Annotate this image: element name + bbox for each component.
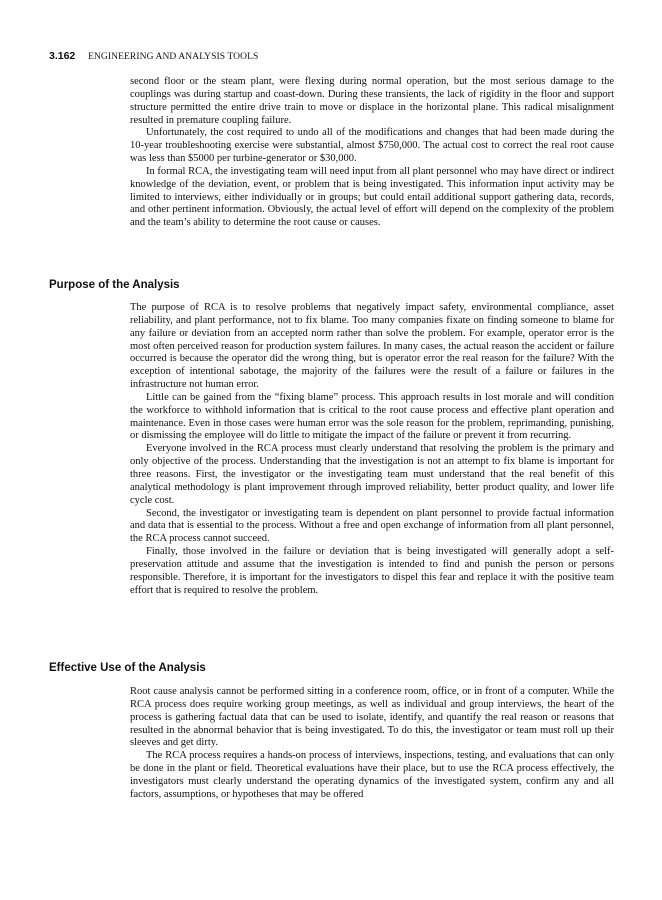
effective-use-text-block	[130, 686, 614, 802]
paragraph: second floor or the steam plant, were flexing during normal operation, but the most serious damage to the couplings was during startup and coast-down. During these transients, the lack of rigidity in the floor and support structure permitted the entire drive train to move or displace in the horizontal plane. This radical misalignment resulted in premature coupling failure.	[130, 76, 614, 126]
paragraph: The purpose of RCA is to resolve problems that negatively impact safety, environmental compliance, asset reliability, and plant performance, not to fix blame. Too many companies fixate on finding someone to blame for any failure or deviation from an accepted norm rather than solve the problem. For example, operator error is the most often perceived reason for production system failures. In many cases, the actual reason the accident or failure occurred is because the operator did the wrong thing, but is operator error the real reason for the failure? With the exception of intentional sabotage, the majority of the failures were the result of a failure or failures in the infrastructure not human error.	[130, 302, 614, 391]
section-heading-effective-use: Effective Use of the Analysis	[49, 662, 206, 674]
running-header	[49, 50, 258, 62]
section-heading-purpose: Purpose of the Analysis	[49, 279, 180, 291]
paragraph: Root cause analysis cannot be performed sitting in a conference room, office, or in front of a computer. While the RCA process does require working group meetings, as well as individual and group interviews, the heart of the process is gathering factual data that can be used to isolate, identify, and quantify the real reason or reasons that resulted in the abnormal behavior that is being investigated. To do this, the investigator or team must roll up their sleeves and get dirty.	[130, 686, 614, 749]
paragraph: Little can be gained from the “fixing blame” process. This approach results in lost morale and will condition the workforce to withhold information that is critical to the root cause process and effective plant operation and maintenance. Even in those cases were human error was the sole reason for the problem, reprimanding, punishing, or dismissing the employee will do little to mitigate the impact of the failure or prevent it from recurring.	[130, 391, 614, 442]
intro-text-block	[130, 76, 614, 230]
paragraph: The RCA process requires a hands-on process of interviews, inspections, testing, and evaluations that can only be done in the plant or field. Theoretical evaluations have their place, but to use the RCA process effectively, the investigators must clearly understand the operating dynamics of the investigated system, confirm any and all factors, assumptions, or hypotheses that may be offered	[130, 750, 614, 800]
running-title: ENGINEERING AND ANALYSIS TOOLS	[88, 52, 259, 62]
paragraph: Second, the investigator or investigating team is dependent on plant personnel to provide factual information and data that is essential to the process. Without a free and open exchange of information from all plant personnel, the RCA process cannot succeed.	[130, 507, 614, 545]
paragraph: Unfortunately, the cost required to undo all of the modifications and changes that had been made during the 10-year troubleshooting exercise were substantial, almost $750,000. The actual cost to correct the real root cause was less than $5000 per turbine-generator or $30,000.	[130, 127, 614, 165]
page-number: 3.162	[49, 50, 76, 62]
purpose-text-block	[130, 302, 614, 597]
paragraph: Everyone involved in the RCA process must clearly understand that resolving the problem is the primary and only objective of the process. Understanding that the investigation is not an attempt to fix blame is important for three reasons. First, the investigator or the investigating team must understand that the real benefit of this analytical methodology is plant improvement through improved reliability, better product quality, and lower life cycle cost.	[130, 443, 614, 506]
paragraph: Finally, those involved in the failure or deviation that is being investigated will generally adopt a self-preservation attitude and assume that the investigation is intended to find and punish the person or persons responsible. Therefore, it is important for the investigators to dispel this fear and replace it with the positive team effort that is required to resolve the problem.	[130, 546, 614, 596]
paragraph: In formal RCA, the investigating team will need input from all plant personnel who may have direct or indirect knowledge of the deviation, event, or problem that is being investigated. This information input activity may be limited to interviews, either individually or in groups; but could entail additional support gathering data, records, and other pertinent information. Obviously, the actual level of effort will depend on the complexity of the problem and the team’s ability to determine the root cause or causes.	[130, 165, 614, 229]
